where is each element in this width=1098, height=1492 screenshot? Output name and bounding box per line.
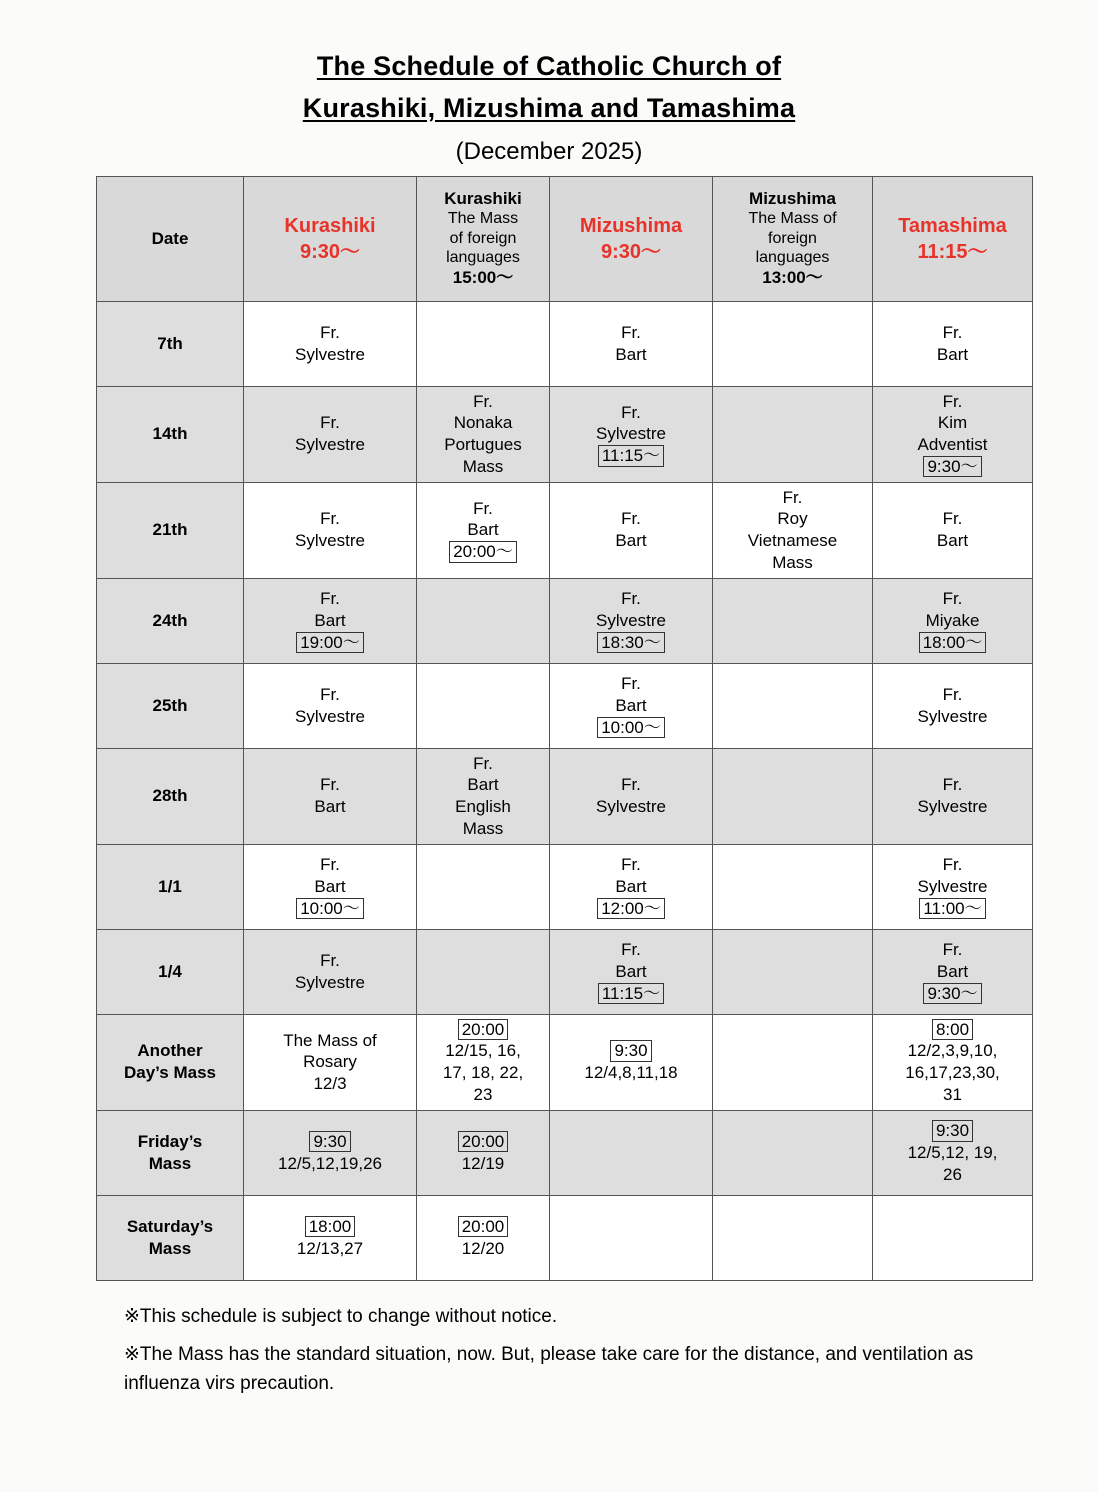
cell-mizushima-foreign (713, 1195, 873, 1280)
mizushima-foreign-desc-1: The Mass of (748, 210, 837, 228)
cell-mizushima-foreign (713, 748, 873, 844)
cell-mizushima: Fr. Sylvestre (550, 748, 713, 844)
cell-tamashima: Fr. Miyake 18:00～ (873, 578, 1033, 663)
tamashima-name: Tamashima (898, 214, 1007, 237)
note-2-line-1: ※The Mass has the standard situation, now. But, please take care for the distance, and (124, 1344, 858, 1366)
cell-kurashiki: 18:00 12/13,27 (244, 1195, 417, 1280)
cell-tamashima: Fr. Sylvestre (873, 748, 1033, 844)
cell-mizushima: Fr. Sylvestre 11:15～ (550, 386, 713, 482)
cell-mizushima-foreign (713, 844, 873, 929)
table-header (97, 176, 1033, 301)
row-date-cell: 28th (97, 748, 244, 844)
mizushima-foreign-desc-2: foreign (768, 229, 817, 247)
cell-tamashima: Fr. Bart (873, 301, 1033, 386)
cell-kurashiki-foreign (417, 301, 550, 386)
cell-mizushima: 9:30 12/4,8,11,18 (550, 1014, 713, 1110)
cell-kurashiki: Fr. Bart (244, 748, 417, 844)
row-date-cell: Friday’s Mass (97, 1110, 244, 1195)
cell-tamashima: Fr. Sylvestre (873, 663, 1033, 748)
kurashiki-foreign-desc-3: languages (446, 249, 520, 267)
row-date-cell: 1/4 (97, 929, 244, 1014)
cell-mizushima-foreign (713, 578, 873, 663)
table-body (97, 301, 1033, 1280)
cell-tamashima (873, 1195, 1033, 1280)
row-date-cell: 25th (97, 663, 244, 748)
cell-kurashiki-foreign (417, 578, 550, 663)
notes-section (96, 1303, 1002, 1399)
cell-mizushima: Fr. Bart (550, 301, 713, 386)
page-subtitle: (December 2025) (455, 137, 643, 165)
mizushima-name: Mizushima (579, 214, 683, 237)
table-row (97, 386, 1033, 482)
table-row (97, 301, 1033, 386)
column-header-kurashiki-foreign (417, 176, 550, 301)
schedule-table (96, 176, 1033, 1281)
cell-mizushima-foreign: Fr. Roy Vietnamese Mass (713, 482, 873, 578)
cell-tamashima: Fr. Bart 9:30～ (873, 929, 1033, 1014)
kurashiki-time: 9:30～ (299, 240, 361, 263)
cell-kurashiki: 9:30 12/5,12,19,26 (244, 1110, 417, 1195)
row-date-cell: 21th (97, 482, 244, 578)
kurashiki-foreign-name: Kurashiki (444, 188, 522, 208)
cell-kurashiki: Fr. Sylvestre (244, 929, 417, 1014)
cell-tamashima: Fr. Kim Adventist 9:30～ (873, 386, 1033, 482)
column-header-tamashima (873, 176, 1033, 301)
cell-mizushima: Fr. Bart (550, 482, 713, 578)
cell-kurashiki: Fr. Sylvestre (244, 663, 417, 748)
cell-kurashiki: The Mass of Rosary 12/3 (244, 1014, 417, 1110)
tamashima-time: 11:15～ (917, 240, 988, 263)
cell-mizushima: Fr. Sylvestre 18:30～ (550, 578, 713, 663)
cell-mizushima-foreign (713, 301, 873, 386)
header-row (97, 176, 1033, 301)
page-title (96, 46, 1002, 130)
cell-mizushima: Fr. Bart 12:00～ (550, 844, 713, 929)
table-row (97, 1195, 1033, 1280)
table-row (97, 748, 1033, 844)
cell-mizushima (550, 1195, 713, 1280)
table-row (97, 663, 1033, 748)
kurashiki-foreign-desc-1: The Mass (447, 210, 519, 228)
cell-kurashiki: Fr. Bart 19:00～ (244, 578, 417, 663)
cell-kurashiki: Fr. Bart 10:00～ (244, 844, 417, 929)
row-date-cell: Another Day’s Mass (97, 1014, 244, 1110)
mizushima-time: 9:30～ (600, 240, 662, 263)
cell-mizushima: Fr. Bart 10:00～ (550, 663, 713, 748)
cell-kurashiki-foreign: Fr. Bart 20:00～ (417, 482, 550, 578)
note-1: ※This schedule is subject to change without notice. (124, 1305, 558, 1327)
cell-kurashiki: Fr. Sylvestre (244, 386, 417, 482)
cell-mizushima (550, 1110, 713, 1195)
mizushima-foreign-desc-3: languages (755, 249, 830, 267)
cell-kurashiki-foreign: 20:00 12/15, 16, 17, 18, 22, 23 (417, 1014, 550, 1110)
table-row (97, 482, 1033, 578)
cell-kurashiki-foreign: 20:00 12/19 (417, 1110, 550, 1195)
cell-kurashiki: Fr. Sylvestre (244, 301, 417, 386)
kurashiki-foreign-time: 15:00～ (452, 267, 514, 287)
cell-mizushima-foreign (713, 1014, 873, 1110)
cell-tamashima: 8:00 12/2,3,9,10, 16,17,23,30, 31 (873, 1014, 1033, 1110)
row-date-cell: 7th (97, 301, 244, 386)
title-line-1: The Schedule of Catholic Church of (316, 51, 782, 81)
cell-kurashiki-foreign (417, 844, 550, 929)
cell-kurashiki-foreign: 20:00 12/20 (417, 1195, 550, 1280)
mizushima-foreign-time: 13:00～ (762, 267, 823, 287)
cell-tamashima: Fr. Bart (873, 482, 1033, 578)
cell-kurashiki-foreign: Fr. Nonaka Portugues Mass (417, 386, 550, 482)
cell-mizushima-foreign (713, 929, 873, 1014)
cell-kurashiki-foreign (417, 663, 550, 748)
table-row (97, 1014, 1033, 1110)
cell-kurashiki-foreign: Fr. Bart English Mass (417, 748, 550, 844)
title-line-2: Kurashiki, Mizushima and Tamashima (302, 92, 796, 123)
table-row (97, 1110, 1033, 1195)
table-row (97, 578, 1033, 663)
row-date-cell: 24th (97, 578, 244, 663)
cell-kurashiki: Fr. Sylvestre (244, 482, 417, 578)
cell-tamashima: 9:30 12/5,12, 19, 26 (873, 1110, 1033, 1195)
cell-tamashima: Fr. Sylvestre 11:00～ (873, 844, 1033, 929)
cell-kurashiki-foreign (417, 929, 550, 1014)
row-date-cell: 14th (97, 386, 244, 482)
column-header-mizushima-foreign (713, 176, 873, 301)
column-header-date: Date (97, 176, 244, 301)
kurashiki-name: Kurashiki (284, 214, 376, 237)
column-header-kurashiki (244, 176, 417, 301)
cell-mizushima-foreign (713, 663, 873, 748)
row-date-cell: Saturday’s Mass (97, 1195, 244, 1280)
kurashiki-foreign-desc-2: of foreign (449, 229, 517, 247)
table-row (97, 844, 1033, 929)
cell-mizushima: Fr. Bart 11:15～ (550, 929, 713, 1014)
note-2-line-2: ventilation as influenza virs precaution. (124, 1344, 974, 1394)
cell-mizushima-foreign (713, 386, 873, 482)
mizushima-foreign-name: Mizushima (749, 188, 836, 208)
column-header-mizushima (550, 176, 713, 301)
cell-mizushima-foreign (713, 1110, 873, 1195)
table-row (97, 929, 1033, 1014)
row-date-cell: 1/1 (97, 844, 244, 929)
